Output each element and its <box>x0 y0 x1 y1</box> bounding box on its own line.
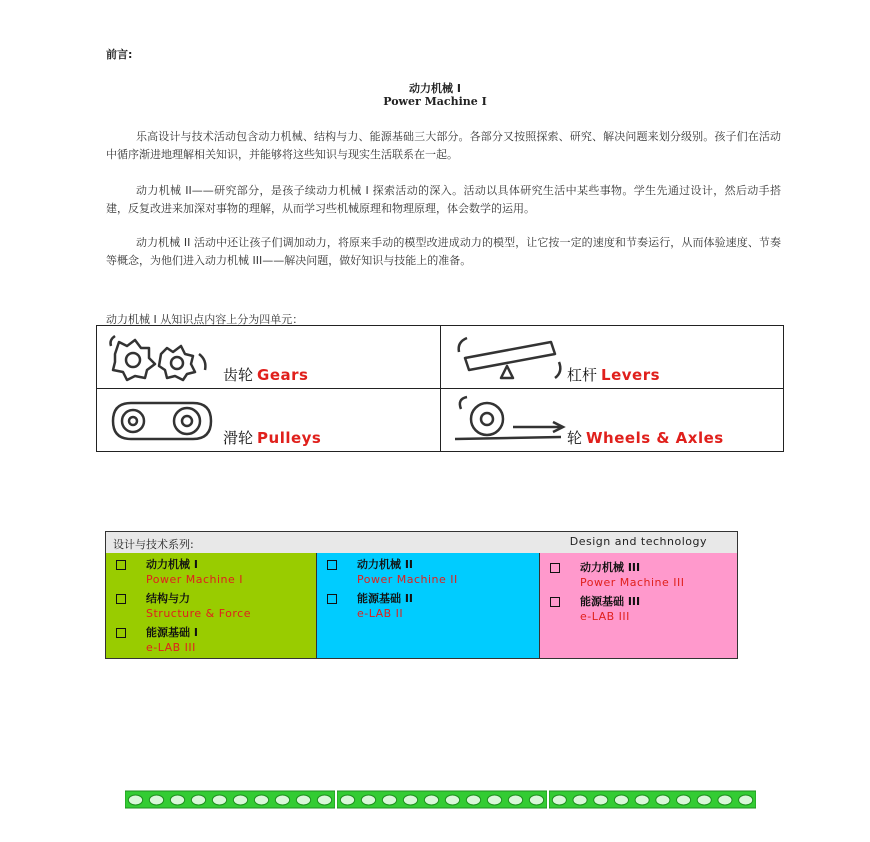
checkbox-icon <box>116 560 126 570</box>
lego-hole <box>170 795 184 805</box>
lego-hole <box>254 795 268 805</box>
units-intro-text: 动力机械 I 从知识点内容上分为四单元： <box>106 313 304 326</box>
lego-hole <box>718 795 732 805</box>
series-item-en: e-LAB III <box>580 610 630 623</box>
series-column-1 <box>106 553 317 658</box>
intro-paragraph-2: 动力机械 II——研究部分，是孩子续动力机械 I 探索活动的深入。活动以具体研究生活中某些事物。学生先通过设计，然后动手搭建，反复改进来加深对事物的理解，从而学习些机械原理和物理原理，体会数学的运用。 <box>106 184 781 215</box>
checkbox-icon <box>550 563 560 573</box>
series-item-cn: 动力机械 II <box>357 558 414 571</box>
lego-hole <box>739 795 753 805</box>
lego-hole <box>403 795 417 805</box>
series-item-cn: 结构与力 <box>146 592 190 605</box>
lego-hole <box>317 795 331 805</box>
lego-hole <box>487 795 501 805</box>
document-title-cn: 动力机械 I <box>409 82 461 95</box>
lego-hole <box>361 795 375 805</box>
series-item-cn: 能源基础 III <box>580 595 641 608</box>
series-title-cn: 设计与技术系列: <box>113 538 194 551</box>
unit-label-pulleys <box>223 427 321 448</box>
unit-cell-pulleys <box>97 389 441 451</box>
series-item-cn: 动力机械 I <box>146 558 198 571</box>
series-table <box>105 531 738 659</box>
unit-cell-levers <box>441 326 784 389</box>
pulleys-icon <box>109 395 217 445</box>
series-item-en: Structure & Force <box>146 607 252 620</box>
lego-hole <box>233 795 247 805</box>
lego-hole <box>635 795 649 805</box>
unit-name-cn: 齿轮 <box>223 366 254 384</box>
series-item-en: Power Machine III <box>580 576 685 589</box>
checkbox-icon <box>116 628 126 638</box>
lego-brick-icon <box>125 789 335 809</box>
lego-hole <box>382 795 396 805</box>
unit-cell-wheels-axles <box>441 389 784 451</box>
lego-hole <box>212 795 226 805</box>
lego-hole <box>445 795 459 805</box>
checkbox-icon <box>327 560 337 570</box>
lego-hole <box>128 795 142 805</box>
lego-hole <box>508 795 522 805</box>
series-item-en: Power Machine II <box>357 573 458 586</box>
series-item-cn: 能源基础 II <box>357 592 414 605</box>
lego-hole <box>552 795 566 805</box>
series-item-en: e-LAB III <box>146 641 196 654</box>
unit-name-en: Wheels & Axles <box>586 429 724 447</box>
lever-icon <box>455 332 567 384</box>
lego-hole <box>677 795 691 805</box>
lego-brick-icon <box>549 789 756 809</box>
lego-hole <box>594 795 608 805</box>
lego-hole <box>424 795 438 805</box>
series-title-en: Design and technology <box>569 535 707 548</box>
series-header <box>106 532 737 554</box>
unit-cell-gears <box>97 326 441 389</box>
checkbox-icon <box>116 594 126 604</box>
series-column-2 <box>317 553 540 658</box>
lego-hole <box>340 795 354 805</box>
lego-hole <box>697 795 711 805</box>
checkbox-icon <box>550 597 560 607</box>
gears-icon <box>107 332 217 384</box>
unit-name-en: Gears <box>257 366 309 384</box>
unit-name-cn: 滑轮 <box>223 429 254 447</box>
lego-hole <box>656 795 670 805</box>
series-item-cn: 能源基础 I <box>146 626 198 639</box>
series-item-en: Power Machine I <box>146 573 244 586</box>
lego-hole <box>296 795 310 805</box>
unit-label-gears <box>223 364 308 385</box>
series-item-en: e-LAB II <box>357 607 404 620</box>
lego-hole <box>614 795 628 805</box>
lego-brick-icon <box>337 789 547 809</box>
preface-heading: 前言: <box>106 48 133 61</box>
lego-hole <box>573 795 587 805</box>
unit-name-cn: 轮 <box>567 429 583 447</box>
lego-hole <box>466 795 480 805</box>
wheel-axle-icon <box>453 395 573 445</box>
unit-label-wheels-axles <box>567 427 724 448</box>
intro-paragraph-3: 动力机械 II 活动中还让孩子们调加动力，将原来手动的模型改进成动力的模型，让它按一定的速度和节奏运行，从而体验速度、节奏等概念，为他们进入动力机械 III——解决问题，做好知识与技能上的准备。 <box>106 236 781 267</box>
series-column-3 <box>540 553 737 658</box>
lego-hole <box>149 795 163 805</box>
lego-hole <box>275 795 289 805</box>
document-title-en: Power Machine I <box>383 95 487 108</box>
lego-hole <box>191 795 205 805</box>
unit-name-en: Levers <box>601 366 661 384</box>
unit-name-cn: 杠杆 <box>567 366 598 384</box>
intro-paragraph-1: 乐高设计与技术活动包含动力机械、结构与力、能源基础三大部分。各部分又按照探索、研究、解决问题来划分级别。孩子们在活动中循序渐进地理解相关知识，并能够将这些知识与现实生活联系在一起。 <box>106 130 781 161</box>
unit-name-en: Pulleys <box>257 429 322 447</box>
unit-label-levers <box>567 364 660 385</box>
checkbox-icon <box>327 594 337 604</box>
lego-hole <box>529 795 543 805</box>
units-table <box>96 325 784 452</box>
series-item-cn: 动力机械 III <box>580 561 641 574</box>
